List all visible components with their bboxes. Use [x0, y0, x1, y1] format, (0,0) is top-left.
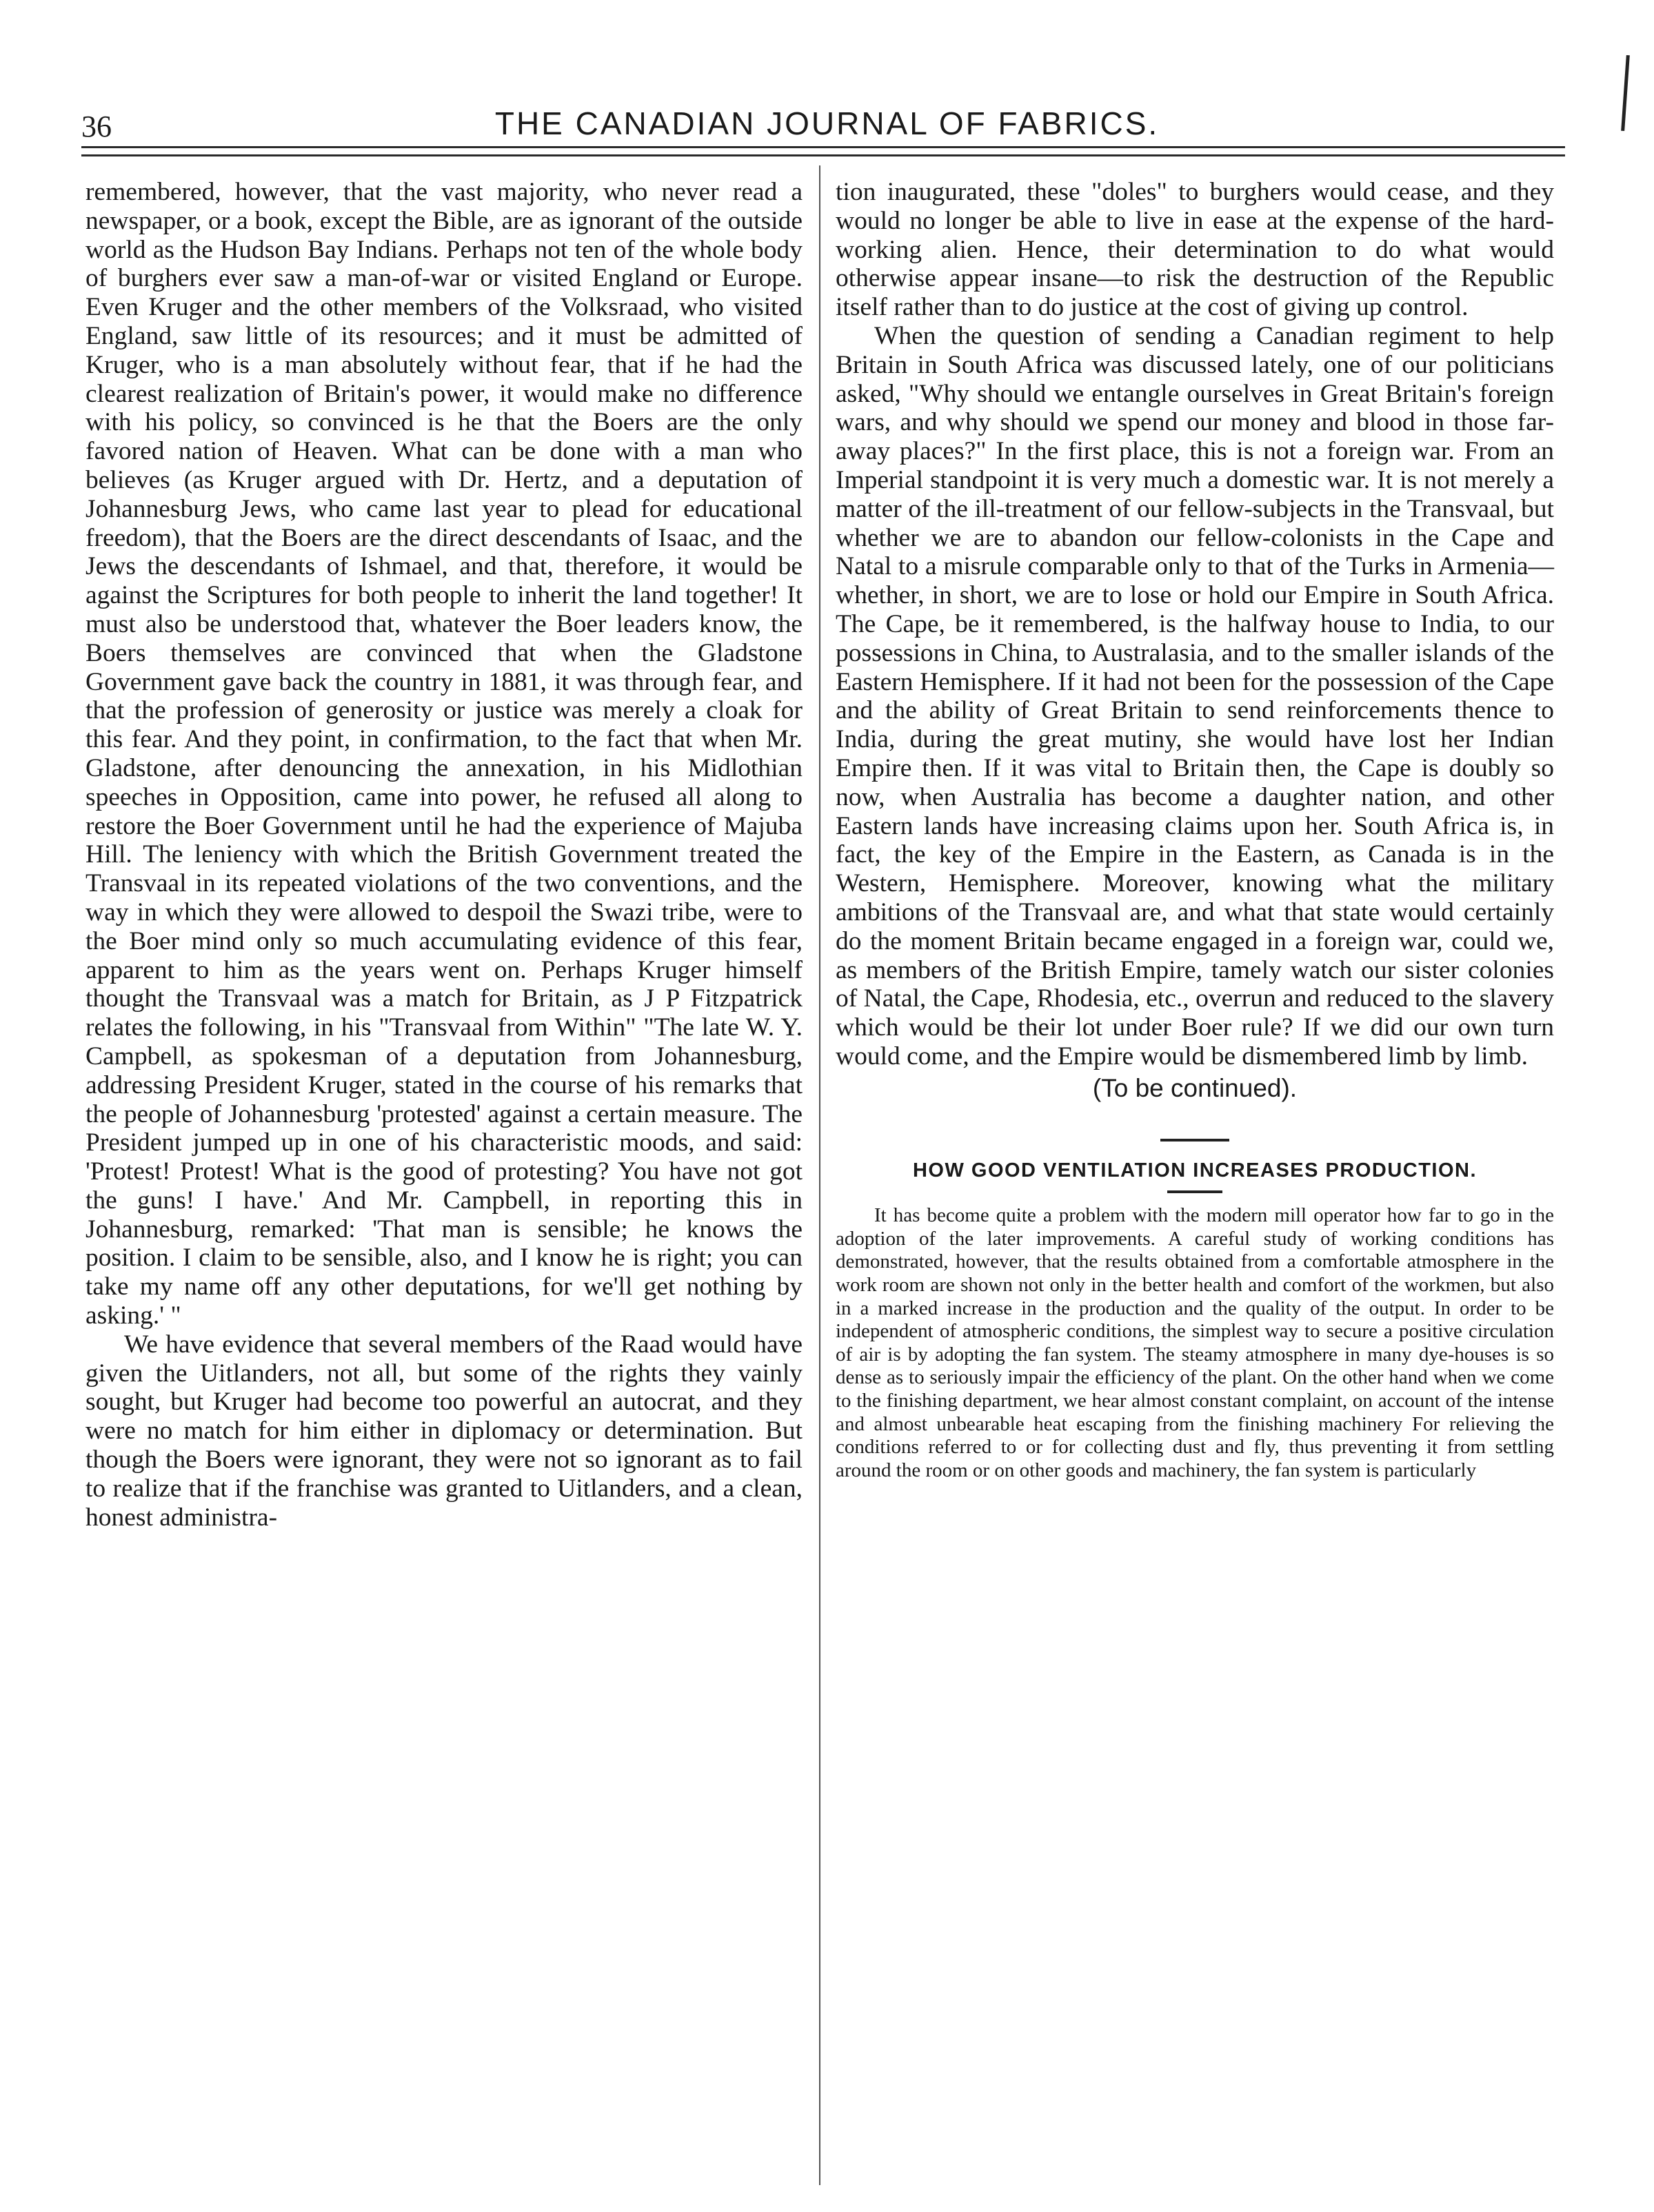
header-rule-top	[81, 146, 1565, 148]
section-divider-rule	[1160, 1139, 1229, 1141]
right-column	[836, 178, 1554, 1482]
right-paragraph-2: When the question of sending a Canadian regiment to help Britain in South Africa was discussed lately, one of our politicians asked, "Why should we entangle ourselves in Great Britain's foreign wars, and why should we spend our money and blood in those far-away places?" In the first place, this is not a foreign war. From an Imperial standpoint it is very much a domestic war. It is not merely a matter of the ill-treatment of our fellow-subjects in the Transvaal, but whether we are to abandon our fellow-colonists in the Cape and Natal to a misrule comparable only to that of the Turks in Armenia—whether, in short, we are to lose or hold our Empire in South Africa. The Cape, be it remembered, is the halfway house to India, to our possessions in China, to Australasia, and to the smaller islands of the Eastern Hemisphere. If it had not been for the possession of the Cape and the ability of Great Britain to send reinforcements thence to India, during the great mutiny, she would have lost her Indian Empire then. If it was vital to Britain then, the Cape is doubly so now, when Australia has become a daughter nation, and other Eastern lands have increasing claims upon her. South Africa is, in fact, the key of the Empire in the Eastern, as Canada is in the Western, Hemisphere. Moreover, knowing what the military ambitions of the Transvaal are, and what that state would certainly do the moment Britain became engaged in a foreign war, could we, as members of the British Empire, tamely watch our sister colonies of Natal, the Cape, Rhodesia, etc., overrun and reduced to the slavery which would be their lot under Boer rule? If we did our own turn would come, and the Empire would be dismembered limb by limb.	[836, 321, 1554, 1071]
column-divider	[819, 165, 820, 2185]
header-rule-bottom	[81, 154, 1565, 156]
left-paragraph-1: remembered, however, that the vast majority, who never read a newspaper, or a book, except the Bible, are as ignorant of the outside world as the Hudson Bay Indians. Perhaps not ten of the whole body of burghers ever saw a man-of-war or visited England or Europe. Even Kruger and the other members of the Volksraad, who visited England, saw little of its resources; and it must be admitted of Kruger, who is a man absolutely without fear, that if he had the clearest realization of Britain's power, it would make no difference with his policy, so convinced is he that the Boers are the only favored nation of Heaven. What can be done with a man who believes (as Kruger argued with Dr. Hertz, and a deputation of Johannesburg Jews, who came last year to plead for educational freedom), that the Boers are the direct descendants of Isaac, and the Jews the descendants of Ishmael, and that, therefore, it would be against the Scriptures for both people to inherit the land together! It must also be understood that, whatever the Boer leaders know, the Boers themselves are convinced that when the Gladstone Government gave back the country in 1881, it was through fear, and that the profession of generosity or justice was merely a cloak for this fear. And they point, in confirmation, to the fact that when Mr. Gladstone, after denouncing the annexation, in his Midlothian speeches in Opposition, came into power, he refused all along to restore the Boer Government until he had the experience of Majuba Hill. The leniency with which the British Government treated the Transvaal in its repeated violations of the two conventions, and the way in which they were allowed to despoil the Swazi tribe, were to the Boer mind only so much accumulating evidence of this fear, apparent to him as the years went on. Perhaps Kruger himself thought the Transvaal was a match for Britain, as J P Fitzpatrick relates the following, in his "Transvaal from Within" "The late W. Y. Campbell, as spokesman of a deputation from Johannesburg, addressing President Kruger, stated in the course of his remarks that the people of Johannesburg 'protested' against a certain measure. The President jumped up in one of his characteristic moods, and said: 'Protest! Protest! What is the good of protesting? You have not got the guns! I have.' And Mr. Campbell, in reporting this in Johannesburg, remarked: 'That man is sensible; he knows the position. I claim to be sensible, also, and I know he is right; you can take my name off any other deputations, for we'll get nothing by asking.' "	[85, 178, 803, 1330]
journal-title: THE CANADIAN JOURNAL OF FABRICS.	[494, 105, 1160, 141]
left-column	[85, 178, 803, 1532]
page-number: 36	[81, 110, 112, 143]
article-body: It has become quite a problem with the modern mill operator how far to go in the adoption of the later improvements. A careful study of working conditions has demonstrated, however, that the results obtained from a comfortable atmosphere in the work room are shown not only in the better health and comfort of the workmen, but also in a marked increase in the production and the quality of the output. In order to be independent of atmospheric conditions, the simplest way to secure a positive circulation of air is by adopting the fan system. The steamy atmosphere in many dye-houses is so dense as to seriously impair the efficiency of the plant. On the other hand when we come to the finishing department, we hear almost constant complaint, on account of the intense and almost unbearable heat escaping from the finishing machinery For relieving the conditions referred to or for collecting dust and fly, thus preventing it from settling around the room or on other goods and machinery, the fan system is particularly	[836, 1204, 1554, 1481]
right-paragraph-1: tion inaugurated, these "doles" to burghers would cease, and they would no longer be able to live in ease at the expense of the hard-working alien. Hence, their determination to do what would otherwise appear insane—to risk the destruction of the Republic itself rather than to do justice at the cost of giving up control.	[836, 178, 1554, 322]
left-paragraph-2: We have evidence that several members of the Raad would have given the Uitlanders, not all, but some of the rights they vainly sought, but Kruger had become too powerful an autocrat, and they were no match for him either in diplomacy or determination. But though the Boers were ignorant, they were not so ignorant as to fail to realize that if the franchise was granted to Uitlanders, and a clean, honest administra-	[85, 1330, 803, 1532]
heading-underline-rule	[1167, 1190, 1222, 1193]
article-heading: HOW GOOD VENTILATION INCREASES PRODUCTION.	[912, 1159, 1477, 1181]
to-be-continued-note: (To be continued).	[1092, 1073, 1298, 1102]
